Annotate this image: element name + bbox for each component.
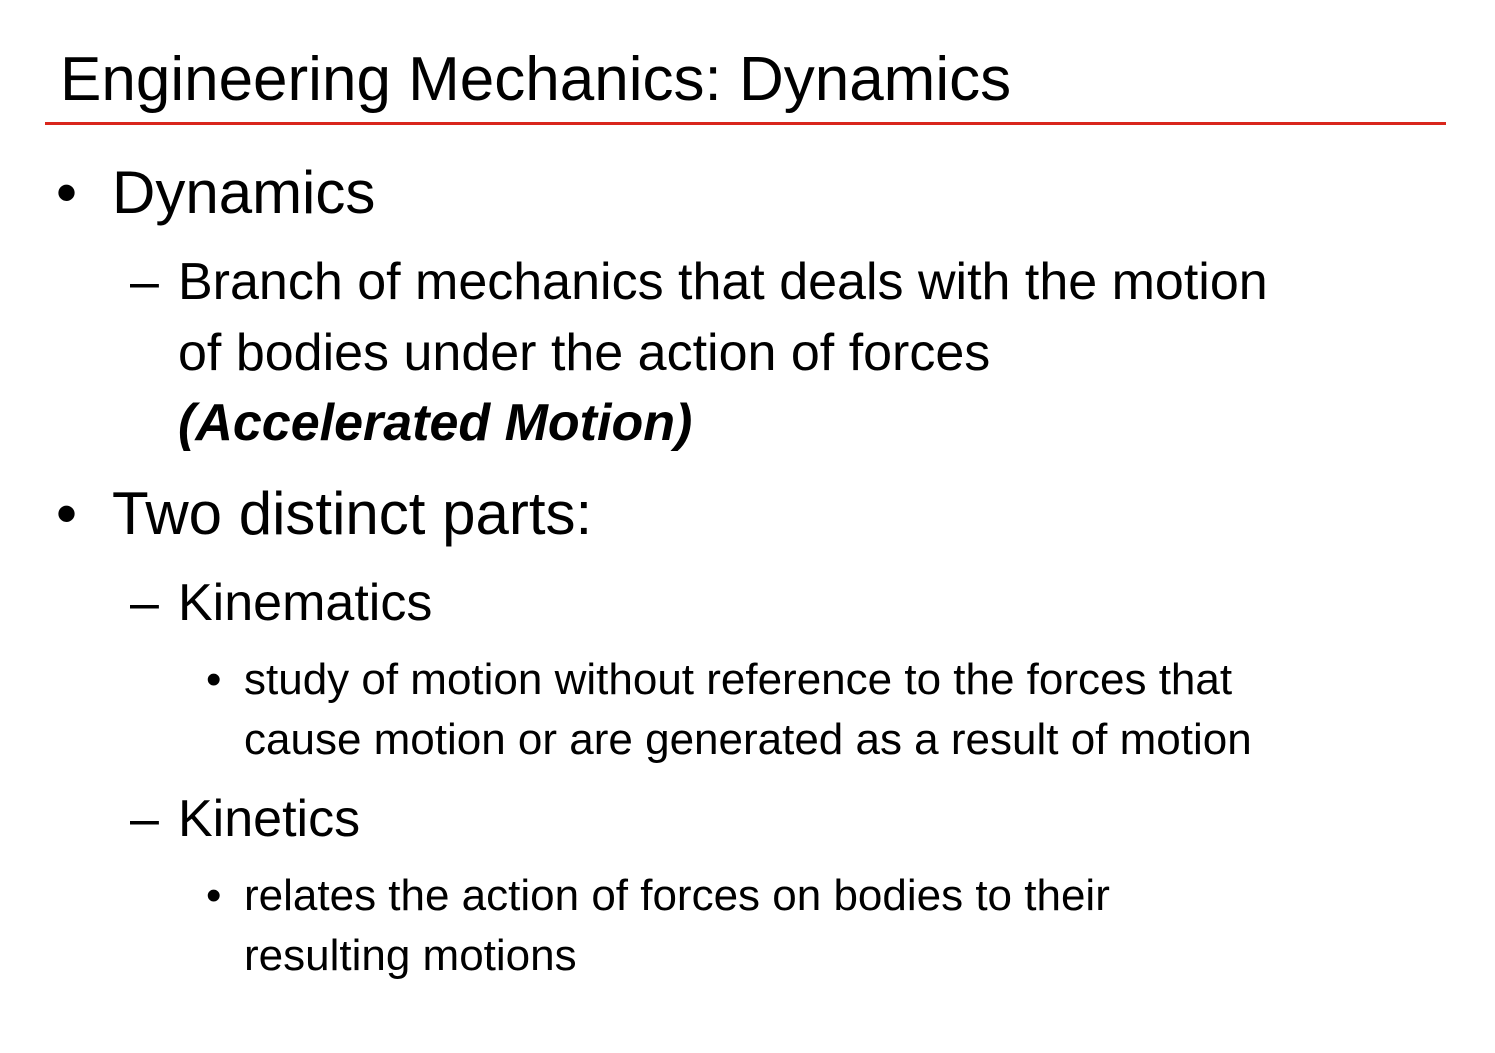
kinematics-line-1: study of motion without reference to the forces that [244,655,1233,704]
title-underline [45,122,1446,125]
definition-emphasis: (Accelerated Motion) [178,394,693,452]
definition-line-1: Branch of mechanics that deals with the motion [178,253,1268,311]
dash-marker: – [130,253,159,311]
kinematics-line-2: cause motion or are generated as a result of motion [244,715,1252,764]
bullet-marker: • [56,480,78,547]
kinetics-line-2: resulting motions [244,931,577,980]
dash-marker: – [130,790,159,848]
kinetics-label: Kinetics [178,790,361,848]
kinematics-label: Kinematics [178,574,433,632]
kinetics-line-1: relates the action of forces on bodies to their [244,871,1110,920]
dash-marker: – [130,574,159,632]
bullet-label: Two distinct parts: [112,480,593,547]
bullet-label: Dynamics [112,159,376,226]
slide-title: Engineering Mechanics: Dynamics [60,45,1012,114]
bullet-marker: • [206,871,222,920]
bullet-marker: • [56,159,78,226]
bullet-marker: • [206,655,222,704]
definition-line-2: of bodies under the action of forces [178,324,991,382]
